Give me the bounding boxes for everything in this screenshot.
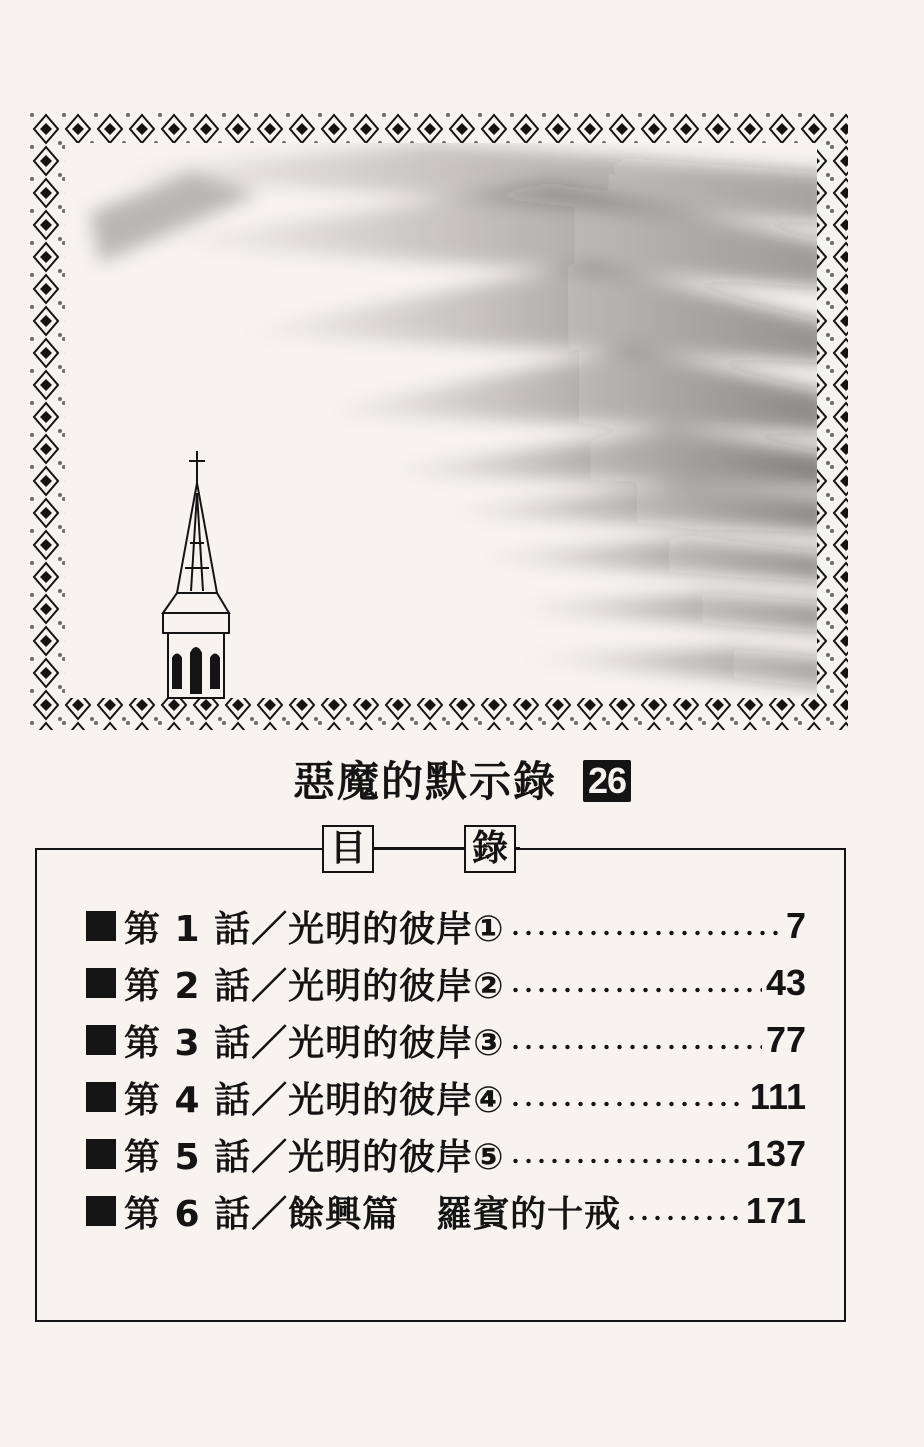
leader-dots bbox=[509, 1082, 746, 1112]
leader-dots bbox=[509, 911, 782, 941]
toc-entry-page: 77 bbox=[765, 1019, 806, 1060]
bullet-square-icon bbox=[86, 968, 116, 998]
toc-entry-page: 171 bbox=[745, 1190, 806, 1231]
toc-entry-title: 第 1 話／光明的彼岸① bbox=[124, 908, 505, 950]
leader-dots bbox=[509, 968, 762, 998]
toc-entry[interactable] bbox=[86, 1126, 806, 1182]
bullet-square-icon bbox=[86, 911, 116, 941]
leader-dots bbox=[625, 1196, 742, 1226]
toc-entry-title: 第 4 話／光明的彼岸④ bbox=[124, 1079, 505, 1121]
toc-entry-title: 第 6 話／餘興篇 羅賓的十戒 bbox=[124, 1193, 622, 1235]
toc-entry[interactable] bbox=[86, 1012, 806, 1068]
toc-entry-page: 7 bbox=[785, 905, 806, 946]
illustration-svg bbox=[30, 113, 848, 730]
toc-entry-page: 111 bbox=[749, 1076, 806, 1117]
toc-entry[interactable] bbox=[86, 1183, 806, 1239]
toc-entry[interactable] bbox=[86, 955, 806, 1011]
leader-dots bbox=[509, 1025, 762, 1055]
bullet-square-icon bbox=[86, 1196, 116, 1226]
book-title-text: 惡魔的默示錄 bbox=[292, 757, 557, 806]
volume-badge: 26 bbox=[583, 760, 631, 802]
toc-entry[interactable] bbox=[86, 898, 806, 954]
leader-dots bbox=[509, 1139, 742, 1169]
toc-heading-left: 目 bbox=[322, 825, 374, 873]
bullet-square-icon bbox=[86, 1139, 116, 1169]
toc-entry-page: 43 bbox=[765, 962, 806, 1003]
toc-heading bbox=[0, 821, 924, 875]
toc-heading-right: 錄 bbox=[464, 825, 516, 873]
toc-list bbox=[86, 898, 806, 1240]
cover-illustration bbox=[30, 113, 848, 730]
toc-entry[interactable] bbox=[86, 1069, 806, 1125]
bullet-square-icon bbox=[86, 1025, 116, 1055]
toc-entry-title: 第 5 話／光明的彼岸⑤ bbox=[124, 1136, 505, 1178]
toc-entry-title: 第 2 話／光明的彼岸② bbox=[124, 965, 505, 1007]
bullet-square-icon bbox=[86, 1082, 116, 1112]
toc-entry-title: 第 3 話／光明的彼岸③ bbox=[124, 1022, 505, 1064]
toc-entry-page: 137 bbox=[745, 1133, 806, 1174]
book-title bbox=[0, 752, 924, 812]
